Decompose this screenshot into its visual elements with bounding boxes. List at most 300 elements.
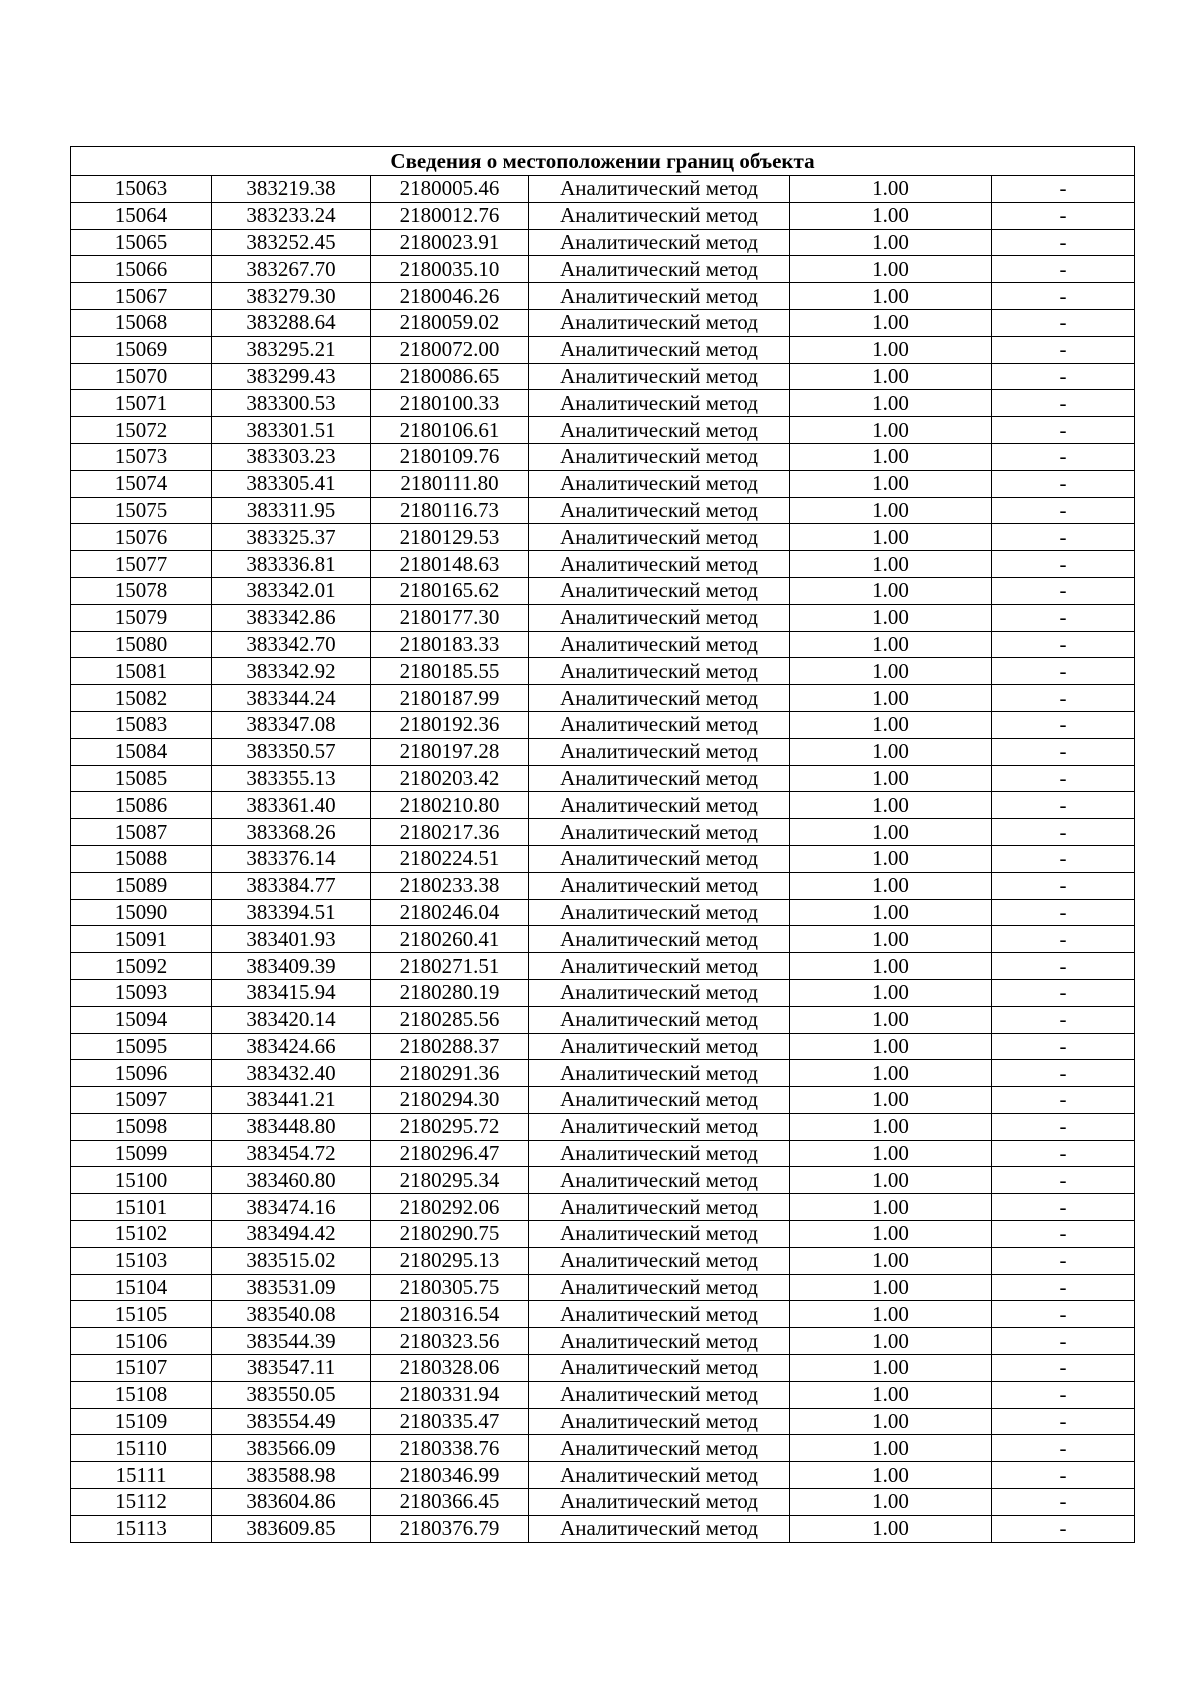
table-row	[71, 1113, 1135, 1140]
x-coordinate-cell: 383301.51	[212, 417, 371, 444]
accuracy-cell: 1.00	[790, 1140, 992, 1167]
accuracy-cell: 1.00	[790, 685, 992, 712]
y-coordinate-cell: 2180197.28	[371, 738, 529, 765]
y-coordinate-cell: 2180331.94	[371, 1381, 529, 1408]
method-cell: Аналитический метод	[529, 283, 790, 310]
accuracy-cell: 1.00	[790, 497, 992, 524]
description-cell: -	[992, 470, 1135, 497]
point-number-cell: 15089	[71, 872, 212, 899]
description-cell: -	[992, 953, 1135, 980]
y-coordinate-cell: 2180328.06	[371, 1355, 529, 1382]
table-row	[71, 336, 1135, 363]
accuracy-cell: 1.00	[790, 1113, 992, 1140]
accuracy-cell: 1.00	[790, 363, 992, 390]
x-coordinate-cell: 383295.21	[212, 336, 371, 363]
point-number-cell: 15112	[71, 1489, 212, 1516]
method-cell: Аналитический метод	[529, 551, 790, 578]
description-cell: -	[992, 577, 1135, 604]
description-cell: -	[992, 524, 1135, 551]
table-row	[71, 283, 1135, 310]
point-number-cell: 15076	[71, 524, 212, 551]
table-row	[71, 1087, 1135, 1114]
x-coordinate-cell: 383448.80	[212, 1113, 371, 1140]
method-cell: Аналитический метод	[529, 899, 790, 926]
point-number-cell: 15081	[71, 658, 212, 685]
table-row	[71, 631, 1135, 658]
x-coordinate-cell: 383494.42	[212, 1221, 371, 1248]
y-coordinate-cell: 2180046.26	[371, 283, 529, 310]
y-coordinate-cell: 2180246.04	[371, 899, 529, 926]
point-number-cell: 15080	[71, 631, 212, 658]
description-cell: -	[992, 336, 1135, 363]
accuracy-cell: 1.00	[790, 1435, 992, 1462]
description-cell: -	[992, 551, 1135, 578]
method-cell: Аналитический метод	[529, 202, 790, 229]
method-cell: Аналитический метод	[529, 336, 790, 363]
table-row	[71, 1515, 1135, 1542]
method-cell: Аналитический метод	[529, 658, 790, 685]
point-number-cell: 15063	[71, 176, 212, 203]
method-cell: Аналитический метод	[529, 256, 790, 283]
x-coordinate-cell: 383252.45	[212, 229, 371, 256]
table-row	[71, 1462, 1135, 1489]
accuracy-cell: 1.00	[790, 1060, 992, 1087]
point-number-cell: 15092	[71, 953, 212, 980]
method-cell: Аналитический метод	[529, 1355, 790, 1382]
point-number-cell: 15098	[71, 1113, 212, 1140]
description-cell: -	[992, 1167, 1135, 1194]
description-cell: -	[992, 658, 1135, 685]
description-cell: -	[992, 1033, 1135, 1060]
y-coordinate-cell: 2180346.99	[371, 1462, 529, 1489]
y-coordinate-cell: 2180292.06	[371, 1194, 529, 1221]
point-number-cell: 15105	[71, 1301, 212, 1328]
table-row	[71, 1247, 1135, 1274]
description-cell: -	[992, 1140, 1135, 1167]
x-coordinate-cell: 383550.05	[212, 1381, 371, 1408]
description-cell: -	[992, 256, 1135, 283]
x-coordinate-cell: 383554.49	[212, 1408, 371, 1435]
x-coordinate-cell: 383394.51	[212, 899, 371, 926]
table-row	[71, 390, 1135, 417]
y-coordinate-cell: 2180290.75	[371, 1221, 529, 1248]
description-cell: -	[992, 443, 1135, 470]
method-cell: Аналитический метод	[529, 417, 790, 444]
description-cell: -	[992, 417, 1135, 444]
accuracy-cell: 1.00	[790, 711, 992, 738]
point-number-cell: 15086	[71, 792, 212, 819]
point-number-cell: 15067	[71, 283, 212, 310]
table-row	[71, 1381, 1135, 1408]
method-cell: Аналитический метод	[529, 792, 790, 819]
y-coordinate-cell: 2180323.56	[371, 1328, 529, 1355]
method-cell: Аналитический метод	[529, 524, 790, 551]
y-coordinate-cell: 2180165.62	[371, 577, 529, 604]
description-cell: -	[992, 1355, 1135, 1382]
y-coordinate-cell: 2180111.80	[371, 470, 529, 497]
description-cell: -	[992, 845, 1135, 872]
x-coordinate-cell: 383279.30	[212, 283, 371, 310]
x-coordinate-cell: 383342.01	[212, 577, 371, 604]
table-row	[71, 256, 1135, 283]
accuracy-cell: 1.00	[790, 1381, 992, 1408]
y-coordinate-cell: 2180366.45	[371, 1489, 529, 1516]
point-number-cell: 15113	[71, 1515, 212, 1542]
x-coordinate-cell: 383409.39	[212, 953, 371, 980]
table-row	[71, 658, 1135, 685]
table-row	[71, 309, 1135, 336]
y-coordinate-cell: 2180260.41	[371, 926, 529, 953]
description-cell: -	[992, 363, 1135, 390]
x-coordinate-cell: 383588.98	[212, 1462, 371, 1489]
y-coordinate-cell: 2180288.37	[371, 1033, 529, 1060]
accuracy-cell: 1.00	[790, 738, 992, 765]
y-coordinate-cell: 2180005.46	[371, 176, 529, 203]
table-body	[71, 147, 1135, 1543]
table-row	[71, 1194, 1135, 1221]
accuracy-cell: 1.00	[790, 1167, 992, 1194]
accuracy-cell: 1.00	[790, 1462, 992, 1489]
accuracy-cell: 1.00	[790, 819, 992, 846]
y-coordinate-cell: 2180035.10	[371, 256, 529, 283]
description-cell: -	[992, 1087, 1135, 1114]
accuracy-cell: 1.00	[790, 1247, 992, 1274]
point-number-cell: 15073	[71, 443, 212, 470]
accuracy-cell: 1.00	[790, 1221, 992, 1248]
accuracy-cell: 1.00	[790, 283, 992, 310]
point-number-cell: 15071	[71, 390, 212, 417]
point-number-cell: 15108	[71, 1381, 212, 1408]
point-number-cell: 15103	[71, 1247, 212, 1274]
accuracy-cell: 1.00	[790, 1355, 992, 1382]
table-row	[71, 417, 1135, 444]
point-number-cell: 15083	[71, 711, 212, 738]
point-number-cell: 15109	[71, 1408, 212, 1435]
x-coordinate-cell: 383604.86	[212, 1489, 371, 1516]
accuracy-cell: 1.00	[790, 872, 992, 899]
accuracy-cell: 1.00	[790, 390, 992, 417]
table-row	[71, 1435, 1135, 1462]
y-coordinate-cell: 2180187.99	[371, 685, 529, 712]
point-number-cell: 15084	[71, 738, 212, 765]
description-cell: -	[992, 309, 1135, 336]
x-coordinate-cell: 383420.14	[212, 1006, 371, 1033]
description-cell: -	[992, 738, 1135, 765]
y-coordinate-cell: 2180148.63	[371, 551, 529, 578]
x-coordinate-cell: 383515.02	[212, 1247, 371, 1274]
table-row	[71, 926, 1135, 953]
x-coordinate-cell: 383441.21	[212, 1087, 371, 1114]
y-coordinate-cell: 2180233.38	[371, 872, 529, 899]
method-cell: Аналитический метод	[529, 738, 790, 765]
point-number-cell: 15111	[71, 1462, 212, 1489]
y-coordinate-cell: 2180285.56	[371, 1006, 529, 1033]
point-number-cell: 15110	[71, 1435, 212, 1462]
method-cell: Аналитический метод	[529, 1435, 790, 1462]
x-coordinate-cell: 383233.24	[212, 202, 371, 229]
x-coordinate-cell: 383311.95	[212, 497, 371, 524]
y-coordinate-cell: 2180295.34	[371, 1167, 529, 1194]
table-row	[71, 229, 1135, 256]
x-coordinate-cell: 383361.40	[212, 792, 371, 819]
y-coordinate-cell: 2180100.33	[371, 390, 529, 417]
x-coordinate-cell: 383303.23	[212, 443, 371, 470]
method-cell: Аналитический метод	[529, 1167, 790, 1194]
accuracy-cell: 1.00	[790, 1087, 992, 1114]
point-number-cell: 15096	[71, 1060, 212, 1087]
x-coordinate-cell: 383299.43	[212, 363, 371, 390]
accuracy-cell: 1.00	[790, 1274, 992, 1301]
method-cell: Аналитический метод	[529, 1489, 790, 1516]
method-cell: Аналитический метод	[529, 1060, 790, 1087]
x-coordinate-cell: 383267.70	[212, 256, 371, 283]
accuracy-cell: 1.00	[790, 1408, 992, 1435]
method-cell: Аналитический метод	[529, 711, 790, 738]
accuracy-cell: 1.00	[790, 229, 992, 256]
y-coordinate-cell: 2180012.76	[371, 202, 529, 229]
description-cell: -	[992, 979, 1135, 1006]
method-cell: Аналитический метод	[529, 1113, 790, 1140]
table-row	[71, 176, 1135, 203]
method-cell: Аналитический метод	[529, 979, 790, 1006]
table-row	[71, 1328, 1135, 1355]
method-cell: Аналитический метод	[529, 1301, 790, 1328]
point-number-cell: 15087	[71, 819, 212, 846]
method-cell: Аналитический метод	[529, 1462, 790, 1489]
table-row	[71, 979, 1135, 1006]
description-cell: -	[992, 1462, 1135, 1489]
point-number-cell: 15078	[71, 577, 212, 604]
method-cell: Аналитический метод	[529, 872, 790, 899]
table-row	[71, 470, 1135, 497]
y-coordinate-cell: 2180086.65	[371, 363, 529, 390]
x-coordinate-cell: 383355.13	[212, 765, 371, 792]
x-coordinate-cell: 383424.66	[212, 1033, 371, 1060]
accuracy-cell: 1.00	[790, 953, 992, 980]
x-coordinate-cell: 383344.24	[212, 685, 371, 712]
description-cell: -	[992, 390, 1135, 417]
point-number-cell: 15099	[71, 1140, 212, 1167]
method-cell: Аналитический метод	[529, 363, 790, 390]
description-cell: -	[992, 1328, 1135, 1355]
method-cell: Аналитический метод	[529, 1247, 790, 1274]
y-coordinate-cell: 2180177.30	[371, 604, 529, 631]
accuracy-cell: 1.00	[790, 551, 992, 578]
x-coordinate-cell: 383540.08	[212, 1301, 371, 1328]
description-cell: -	[992, 1113, 1135, 1140]
description-cell: -	[992, 176, 1135, 203]
point-number-cell: 15102	[71, 1221, 212, 1248]
method-cell: Аналитический метод	[529, 229, 790, 256]
accuracy-cell: 1.00	[790, 1194, 992, 1221]
y-coordinate-cell: 2180338.76	[371, 1435, 529, 1462]
method-cell: Аналитический метод	[529, 819, 790, 846]
table-row	[71, 845, 1135, 872]
y-coordinate-cell: 2180280.19	[371, 979, 529, 1006]
x-coordinate-cell: 383350.57	[212, 738, 371, 765]
accuracy-cell: 1.00	[790, 309, 992, 336]
y-coordinate-cell: 2180316.54	[371, 1301, 529, 1328]
table-row	[71, 685, 1135, 712]
accuracy-cell: 1.00	[790, 979, 992, 1006]
x-coordinate-cell: 383566.09	[212, 1435, 371, 1462]
y-coordinate-cell: 2180183.33	[371, 631, 529, 658]
x-coordinate-cell: 383609.85	[212, 1515, 371, 1542]
method-cell: Аналитический метод	[529, 309, 790, 336]
table-row	[71, 604, 1135, 631]
x-coordinate-cell: 383531.09	[212, 1274, 371, 1301]
method-cell: Аналитический метод	[529, 577, 790, 604]
y-coordinate-cell: 2180295.72	[371, 1113, 529, 1140]
description-cell: -	[992, 872, 1135, 899]
description-cell: -	[992, 792, 1135, 819]
point-number-cell: 15095	[71, 1033, 212, 1060]
table-row	[71, 1355, 1135, 1382]
description-cell: -	[992, 1274, 1135, 1301]
accuracy-cell: 1.00	[790, 524, 992, 551]
table-row	[71, 792, 1135, 819]
accuracy-cell: 1.00	[790, 926, 992, 953]
description-cell: -	[992, 1515, 1135, 1542]
point-number-cell: 15106	[71, 1328, 212, 1355]
description-cell: -	[992, 1221, 1135, 1248]
table-row	[71, 738, 1135, 765]
point-number-cell: 15090	[71, 899, 212, 926]
table-row	[71, 551, 1135, 578]
x-coordinate-cell: 383376.14	[212, 845, 371, 872]
method-cell: Аналитический метод	[529, 1408, 790, 1435]
accuracy-cell: 1.00	[790, 417, 992, 444]
x-coordinate-cell: 383342.92	[212, 658, 371, 685]
point-number-cell: 15064	[71, 202, 212, 229]
y-coordinate-cell: 2180059.02	[371, 309, 529, 336]
point-number-cell: 15101	[71, 1194, 212, 1221]
method-cell: Аналитический метод	[529, 604, 790, 631]
method-cell: Аналитический метод	[529, 176, 790, 203]
point-number-cell: 15079	[71, 604, 212, 631]
description-cell: -	[992, 283, 1135, 310]
method-cell: Аналитический метод	[529, 765, 790, 792]
accuracy-cell: 1.00	[790, 336, 992, 363]
accuracy-cell: 1.00	[790, 202, 992, 229]
table-row	[71, 872, 1135, 899]
point-number-cell: 15104	[71, 1274, 212, 1301]
table-row	[71, 765, 1135, 792]
point-number-cell: 15097	[71, 1087, 212, 1114]
table-row	[71, 497, 1135, 524]
point-number-cell: 15088	[71, 845, 212, 872]
accuracy-cell: 1.00	[790, 845, 992, 872]
table-row	[71, 1274, 1135, 1301]
y-coordinate-cell: 2180295.13	[371, 1247, 529, 1274]
y-coordinate-cell: 2180106.61	[371, 417, 529, 444]
table-row	[71, 1167, 1135, 1194]
table-row	[71, 819, 1135, 846]
x-coordinate-cell: 383432.40	[212, 1060, 371, 1087]
x-coordinate-cell: 383415.94	[212, 979, 371, 1006]
description-cell: -	[992, 926, 1135, 953]
method-cell: Аналитический метод	[529, 926, 790, 953]
table-row	[71, 363, 1135, 390]
x-coordinate-cell: 383544.39	[212, 1328, 371, 1355]
point-number-cell: 15069	[71, 336, 212, 363]
point-number-cell: 15094	[71, 1006, 212, 1033]
y-coordinate-cell: 2180271.51	[371, 953, 529, 980]
accuracy-cell: 1.00	[790, 765, 992, 792]
method-cell: Аналитический метод	[529, 470, 790, 497]
method-cell: Аналитический метод	[529, 845, 790, 872]
description-cell: -	[992, 1194, 1135, 1221]
description-cell: -	[992, 711, 1135, 738]
method-cell: Аналитический метод	[529, 497, 790, 524]
description-cell: -	[992, 1435, 1135, 1462]
accuracy-cell: 1.00	[790, 176, 992, 203]
point-number-cell: 15100	[71, 1167, 212, 1194]
point-number-cell: 15107	[71, 1355, 212, 1382]
y-coordinate-cell: 2180217.36	[371, 819, 529, 846]
y-coordinate-cell: 2180376.79	[371, 1515, 529, 1542]
y-coordinate-cell: 2180224.51	[371, 845, 529, 872]
x-coordinate-cell: 383368.26	[212, 819, 371, 846]
accuracy-cell: 1.00	[790, 604, 992, 631]
table-row	[71, 953, 1135, 980]
point-number-cell: 15075	[71, 497, 212, 524]
table-row	[71, 1060, 1135, 1087]
accuracy-cell: 1.00	[790, 1006, 992, 1033]
description-cell: -	[992, 1381, 1135, 1408]
table-row	[71, 1033, 1135, 1060]
x-coordinate-cell: 383454.72	[212, 1140, 371, 1167]
table-row	[71, 711, 1135, 738]
description-cell: -	[992, 1247, 1135, 1274]
y-coordinate-cell: 2180210.80	[371, 792, 529, 819]
point-number-cell: 15070	[71, 363, 212, 390]
point-number-cell: 15074	[71, 470, 212, 497]
y-coordinate-cell: 2180335.47	[371, 1408, 529, 1435]
y-coordinate-cell: 2180109.76	[371, 443, 529, 470]
method-cell: Аналитический метод	[529, 1033, 790, 1060]
point-number-cell: 15085	[71, 765, 212, 792]
description-cell: -	[992, 202, 1135, 229]
accuracy-cell: 1.00	[790, 1301, 992, 1328]
accuracy-cell: 1.00	[790, 1033, 992, 1060]
table-row	[71, 899, 1135, 926]
table-row	[71, 524, 1135, 551]
method-cell: Аналитический метод	[529, 1328, 790, 1355]
table-caption-row	[71, 147, 1135, 176]
accuracy-cell: 1.00	[790, 1515, 992, 1542]
table-row	[71, 1489, 1135, 1516]
description-cell: -	[992, 604, 1135, 631]
description-cell: -	[992, 1301, 1135, 1328]
table-row	[71, 1408, 1135, 1435]
accuracy-cell: 1.00	[790, 470, 992, 497]
method-cell: Аналитический метод	[529, 1274, 790, 1301]
table-row	[71, 443, 1135, 470]
accuracy-cell: 1.00	[790, 443, 992, 470]
y-coordinate-cell: 2180072.00	[371, 336, 529, 363]
description-cell: -	[992, 1489, 1135, 1516]
description-cell: -	[992, 497, 1135, 524]
method-cell: Аналитический метод	[529, 685, 790, 712]
accuracy-cell: 1.00	[790, 577, 992, 604]
x-coordinate-cell: 383336.81	[212, 551, 371, 578]
y-coordinate-cell: 2180305.75	[371, 1274, 529, 1301]
boundary-coordinates-table	[70, 146, 1135, 1543]
table-row	[71, 577, 1135, 604]
description-cell: -	[992, 685, 1135, 712]
accuracy-cell: 1.00	[790, 899, 992, 926]
